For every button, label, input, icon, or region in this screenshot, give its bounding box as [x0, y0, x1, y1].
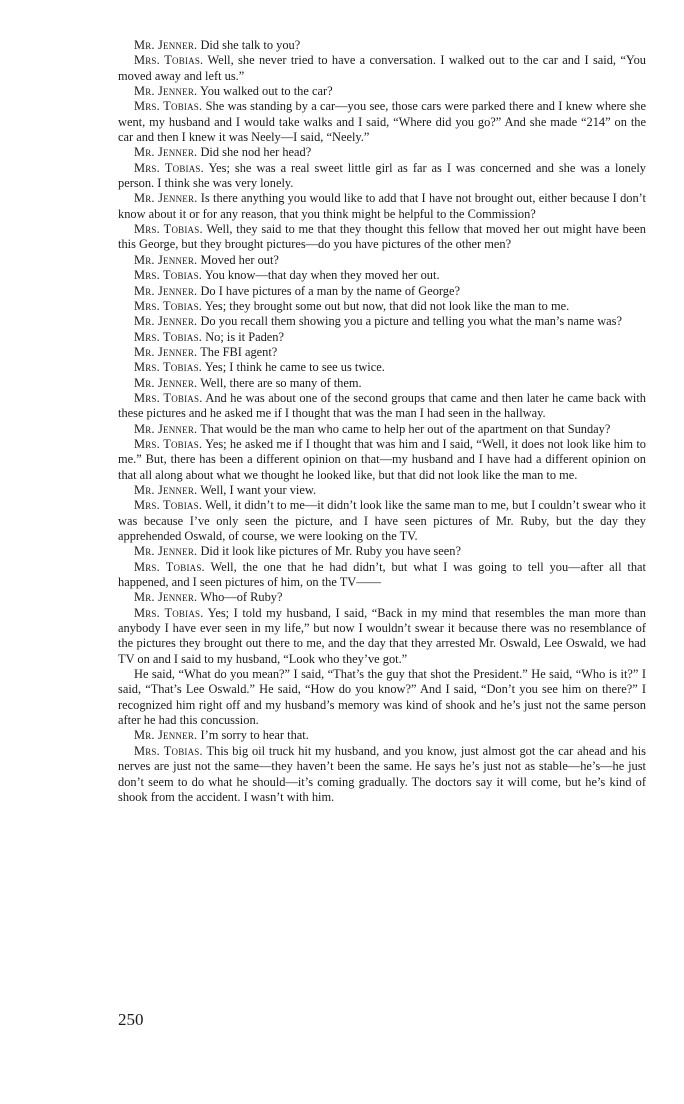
testimony-paragraph	[118, 222, 646, 253]
speaker-name: Mr. Jenner.	[134, 191, 198, 206]
speaker-name: Mrs. Tobias.	[134, 53, 204, 68]
speaker-name: Mr. Jenner.	[134, 544, 198, 559]
paragraph-text: Do you recall them showing you a picture and telling you what the man’s name was?	[200, 314, 622, 329]
testimony-paragraph	[118, 544, 646, 559]
testimony-paragraph	[118, 253, 646, 268]
speaker-name: Mrs. Tobias.	[134, 743, 203, 758]
paragraph-text: Yes; she was a real sweet little girl as far as I was concerned and she was a lonely person. I think she was very lonely.	[118, 160, 646, 191]
paragraph-text: The FBI agent?	[200, 344, 278, 359]
speaker-name: Mr. Jenner.	[134, 283, 198, 298]
paragraph-text: Well, it didn’t to me—it didn’t look like the same man to me, but I couldn’t swear who it was because I’ve only seen the picture, and I have seen pictures of Mr. Ruby, but the day they apprehended Oswald, of course, we were looking on the TV.	[118, 498, 647, 543]
paragraph-text: He said, “What do you mean?” I said, “That’s the guy that shot the President.” He said, “Who is it?” I said, “That’s Lee Oswald.” He said, “How do you know?” And I said, “Don’t you see him on there?” I recognized him right off and my husband’s memory was kind of shook and he’s just not the same person after he had this concussion.	[118, 667, 646, 728]
testimony-paragraph	[118, 345, 646, 360]
paragraph-text: She was standing by a car—you see, those cars were parked there and I knew where she went, my husband and I would take walks and I said, “Where did you go?” And she made “214” on the car and then I knew it was Neely—I said, “Neely.”	[118, 99, 646, 145]
speaker-name: Mr. Jenner.	[134, 728, 198, 743]
testimony-paragraph	[118, 330, 646, 345]
speaker-name: Mr. Jenner.	[134, 482, 198, 497]
paragraph-text: No; is it Paden?	[205, 329, 284, 344]
paragraph-text: Do I have pictures of a man by the name of George?	[200, 283, 460, 298]
paragraph-text: Yes; he asked me if I thought that was him and I said, “Well, it does not look like him to me.” But, there has been a different opinion on that—my husband and I have had a different opinion on that all along about what we thought he looked like, but that did not look like the man to me.	[118, 436, 647, 482]
testimony-paragraph	[118, 391, 646, 422]
testimony-paragraph	[118, 191, 646, 222]
paragraph-text: Yes; I told my husband, I said, “Back in my mind that resembles the man more than anybody I have ever seen in my life,” but now I wouldn’t swear it because there was no resemblance of the pictures they brought out there to me, and the day that they arrested Mr. Oswald, Lee Oswald, we had TV on and I said to my husband, “Look who they’ve got.”	[118, 605, 646, 666]
speaker-name: Mrs. Tobias.	[134, 498, 203, 513]
testimony-paragraph	[118, 360, 646, 375]
paragraph-text: Well, there are so many of them.	[200, 375, 362, 390]
testimony-paragraph	[118, 606, 646, 667]
speaker-name: Mr. Jenner.	[134, 252, 198, 267]
speaker-name: Mrs. Tobias.	[134, 436, 203, 451]
speaker-name: Mr. Jenner.	[134, 344, 198, 359]
testimony-paragraph	[118, 590, 646, 605]
testimony-paragraph	[118, 314, 646, 329]
testimony-paragraph	[118, 498, 646, 544]
speaker-name: Mr. Jenner.	[134, 314, 198, 329]
speaker-name: Mrs. Tobias.	[134, 222, 203, 237]
testimony-paragraph	[118, 560, 646, 591]
testimony-paragraph	[118, 728, 646, 743]
speaker-name: Mrs. Tobias.	[134, 559, 205, 574]
testimony-text	[118, 38, 646, 805]
testimony-paragraph	[118, 161, 646, 192]
testimony-paragraph	[118, 84, 646, 99]
testimony-paragraph	[118, 99, 646, 145]
testimony-paragraph	[118, 299, 646, 314]
paragraph-text: Is there anything you would like to add that I have not brought out, either because I don’t know about it or for any reason, that you think might be helpful to the Commission?	[118, 191, 646, 221]
paragraph-text: Did it look like pictures of Mr. Ruby you have seen?	[200, 544, 461, 559]
speaker-name: Mr. Jenner.	[134, 84, 198, 99]
speaker-name: Mr. Jenner.	[134, 38, 198, 52]
paragraph-text: Well, they said to me that they thought this fellow that moved her out might have been this George, but they brought pictures—do you have pictures of the other men?	[118, 222, 646, 252]
speaker-name: Mrs. Tobias.	[134, 99, 203, 114]
speaker-name: Mr. Jenner.	[134, 145, 198, 160]
testimony-paragraph	[118, 437, 646, 483]
paragraph-text: Who—of Ruby?	[200, 590, 283, 605]
paragraph-text: Well, she never tried to have a conversation. I walked out to the car and I said, “You moved away and left us.”	[118, 53, 646, 83]
paragraph-text: Yes; I think he came to see us twice.	[204, 360, 385, 375]
speaker-name: Mrs. Tobias.	[134, 268, 203, 283]
paragraph-text: Moved her out?	[200, 252, 279, 267]
testimony-paragraph	[118, 667, 646, 728]
testimony-paragraph	[118, 376, 646, 391]
paragraph-text: This big oil truck hit my husband, and you know, just almost got the car ahead and his nerves are just not the same—they haven’t been the same. He says he’s just not as stable—he’s—he just don’t seem to do what he should—it’s coming gradually. The doctors say it will come, but he’s kind of shook from the accident. I wasn’t with him.	[118, 743, 646, 804]
testimony-paragraph	[118, 483, 646, 498]
speaker-name: Mr. Jenner.	[134, 421, 198, 436]
paragraph-text: You walked out to the car?	[199, 84, 333, 99]
testimony-paragraph	[118, 422, 646, 437]
speaker-name: Mrs. Tobias.	[134, 390, 203, 405]
testimony-paragraph	[118, 744, 646, 805]
speaker-name: Mrs. Tobias.	[134, 605, 204, 620]
testimony-paragraph	[118, 38, 646, 53]
paragraph-text: You know—that day when they moved her out.	[204, 268, 440, 283]
testimony-paragraph	[118, 53, 646, 84]
testimony-paragraph	[118, 284, 646, 299]
paragraph-text: Did she nod her head?	[200, 145, 312, 160]
speaker-name: Mr. Jenner.	[134, 590, 198, 605]
speaker-name: Mrs. Tobias.	[134, 298, 203, 313]
testimony-paragraph	[118, 145, 646, 160]
speaker-name: Mrs. Tobias.	[134, 329, 203, 344]
paragraph-text: Did she talk to you?	[200, 38, 301, 52]
paragraph-text: That would be the man who came to help her out of the apartment on that Sunday?	[200, 421, 611, 436]
paragraph-text: Well, the one that he had didn’t, but what I was going to tell you—after all that happened, and I seen pictures of him, on the TV——	[118, 559, 646, 590]
testimony-paragraph	[118, 268, 646, 283]
paragraph-text: I’m sorry to hear that.	[200, 728, 309, 743]
paragraph-text: Yes; they brought some out but now, that did not look like the man to me.	[204, 298, 570, 313]
speaker-name: Mr. Jenner.	[134, 375, 198, 390]
page-number: 250	[118, 1010, 144, 1029]
speaker-name: Mrs. Tobias.	[134, 160, 204, 175]
speaker-name: Mrs. Tobias.	[134, 360, 203, 375]
paragraph-text: Well, I want your view.	[200, 482, 317, 497]
paragraph-text: And he was about one of the second groups that came and then later he came back with these pictures and he asked me if I thought that was the man I had seen in the hallway.	[118, 390, 646, 421]
